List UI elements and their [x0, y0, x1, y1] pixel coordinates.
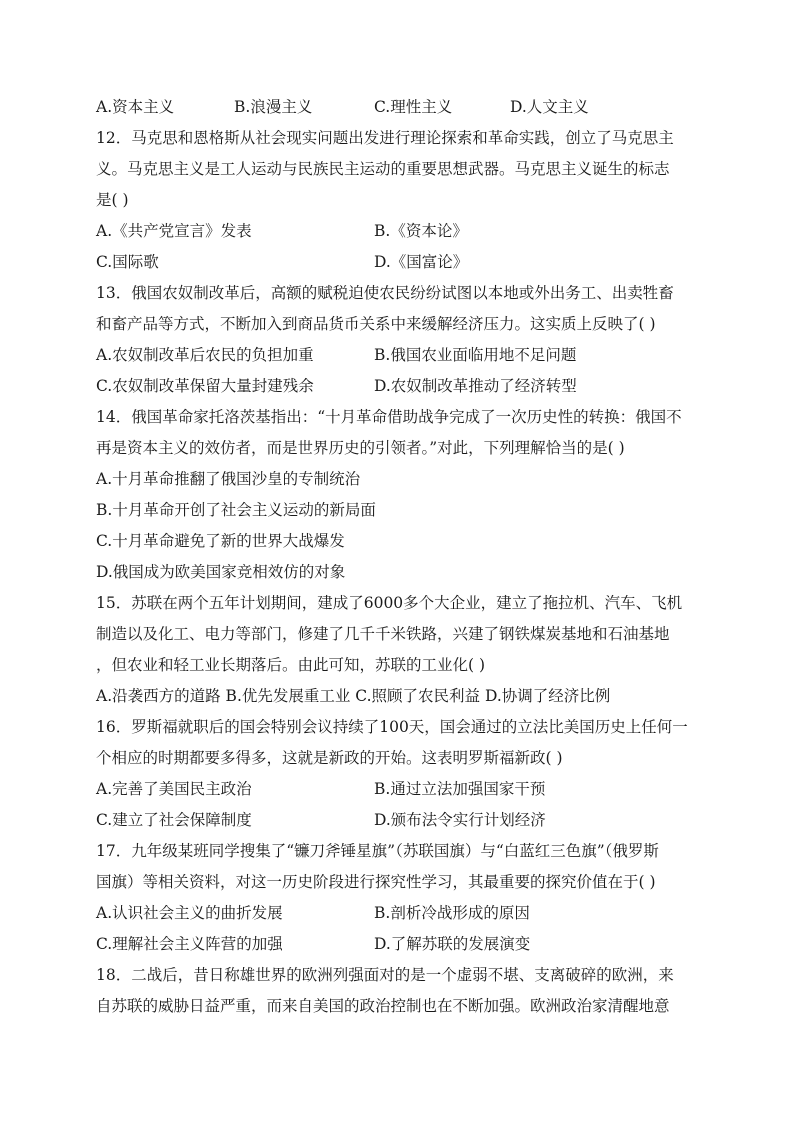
q16-option-c[interactable]: C.建立了社会保障制度: [96, 811, 252, 829]
q13-option-c[interactable]: C.农奴制改革保留大量封建残余: [96, 377, 314, 395]
q17-option-c[interactable]: C.理解社会主义阵营的加强: [96, 935, 283, 953]
q16-options-row: [96, 805, 700, 836]
q11-option-a[interactable]: A.资本主义: [96, 98, 175, 116]
q17-option-b[interactable]: B.剖析冷战形成的原因: [374, 904, 530, 922]
q12-stem-line: 义。马克思主义是工人运动与民族民主运动的重要思想武器。马克思主义诞生的标志: [96, 160, 670, 178]
q12-option-b[interactable]: B.《资本论》: [374, 222, 468, 240]
q15-stem-line: 制造以及化工、电力等部门，修建了几千千米铁路，兴建了钢铁煤炭基地和石油基地: [96, 625, 670, 643]
q11-option-b[interactable]: B.浪漫主义: [234, 98, 313, 116]
q17-stem-line: 17．九年级某班同学搜集了“镰刀斧锤星旗”（苏联国旗）与“白蓝红三色旗”（俄罗斯: [96, 842, 659, 860]
q13-stem-line: 和畜产品等方式，不断加入到商品货币关系中来缓解经济压力。这实质上反映了( ): [96, 315, 656, 333]
q14-stem-line: 14．俄国革命家托洛茨基指出：“十月革命借助战争完成了一次历史性的转换：俄国不: [96, 408, 682, 426]
q16-option-d[interactable]: D.颁布法令实行计划经济: [374, 811, 546, 829]
q11-option-d[interactable]: D.人文主义: [510, 98, 589, 116]
q18-stem-line: 18．二战后，昔日称雄世界的欧洲列强面对的是一个虚弱不堪、支离破碎的欧洲，来: [96, 966, 674, 984]
q12-options-row: [96, 247, 700, 278]
q12-option-d[interactable]: D.《国富论》: [374, 253, 469, 271]
q17-options-row: [96, 898, 700, 929]
q14-option-b[interactable]: B.十月革命开创了社会主义运动的新局面: [96, 501, 376, 519]
q14-option-d[interactable]: D.俄国成为欧美国家竞相效仿的对象: [96, 563, 346, 581]
q12-option-c[interactable]: C.国际歌: [96, 253, 159, 271]
q17-options-row: [96, 929, 700, 960]
q16-option-a[interactable]: A.完善了美国民主政治: [96, 780, 252, 798]
q17-stem-line: 国旗）等相关资料，对这一历史阶段进行探究性学习，其最重要的探究价值在于( ): [96, 873, 656, 891]
q16-stem-line: 16．罗斯福就职后的国会特别会议持续了100天，国会通过的立法比美国历史上任何一: [96, 718, 688, 736]
q11-options: [96, 92, 700, 123]
q17-option-d[interactable]: D.了解苏联的发展演变: [374, 935, 531, 953]
q12-stem-line: 12．马克思和恩格斯从社会现实问题出发进行理论探索和革命实践，创立了马克思主: [96, 129, 674, 147]
q12-options-row: [96, 216, 700, 247]
q18-stem-line: 自苏联的威胁日益严重，而来自美国的政治控制也在不断加强。欧洲政治家清醒地意: [96, 997, 670, 1015]
q15-stem-line: ，但农业和轻工业长期落后。由此可知，苏联的工业化( ): [96, 656, 486, 674]
q16-stem-line: 个相应的时期都要多得多，这就是新政的开始。这表明罗斯福新政( ): [96, 749, 563, 767]
q17-option-a[interactable]: A.认识社会主义的曲折发展: [96, 904, 283, 922]
q12-option-a[interactable]: A.《共产党宣言》发表: [96, 222, 252, 240]
q11-option-c[interactable]: C.理性主义: [374, 98, 453, 116]
q14-stem-line: 再是资本主义的效仿者，而是世界历史的引领者。”对此，下列理解恰当的是( ): [96, 439, 625, 457]
exam-page: [96, 92, 700, 1022]
q13-options-row: [96, 340, 700, 371]
q13-options-row: [96, 371, 700, 402]
q16-options-row: [96, 774, 700, 805]
q13-option-b[interactable]: B.俄国农业面临用地不足问题: [374, 346, 577, 364]
q13-stem-line: 13．俄国农奴制改革后，高额的赋税迫使农民纷纷试图以本地或外出务工、出卖牲畜: [96, 284, 674, 302]
q14-option-c[interactable]: C.十月革命避免了新的世界大战爆发: [96, 532, 345, 550]
q12-stem-line: 是( ): [96, 191, 129, 209]
q15-stem-line: 15．苏联在两个五年计划期间，建成了6000多个大企业，建立了拖拉机、汽车、飞机: [96, 594, 683, 612]
q14-option-a[interactable]: A.十月革命推翻了俄国沙皇的专制统治: [96, 470, 361, 488]
q13-option-a[interactable]: A.农奴制改革后农民的负担加重: [96, 346, 314, 364]
q15-options-row[interactable]: A.沿袭西方的道路 B.优先发展重工业 C.照顾了农民利益 D.协调了经济比例: [96, 687, 611, 705]
q13-option-d[interactable]: D.农奴制改革推动了经济转型: [374, 377, 577, 395]
q16-option-b[interactable]: B.通过立法加强国家干预: [374, 780, 546, 798]
